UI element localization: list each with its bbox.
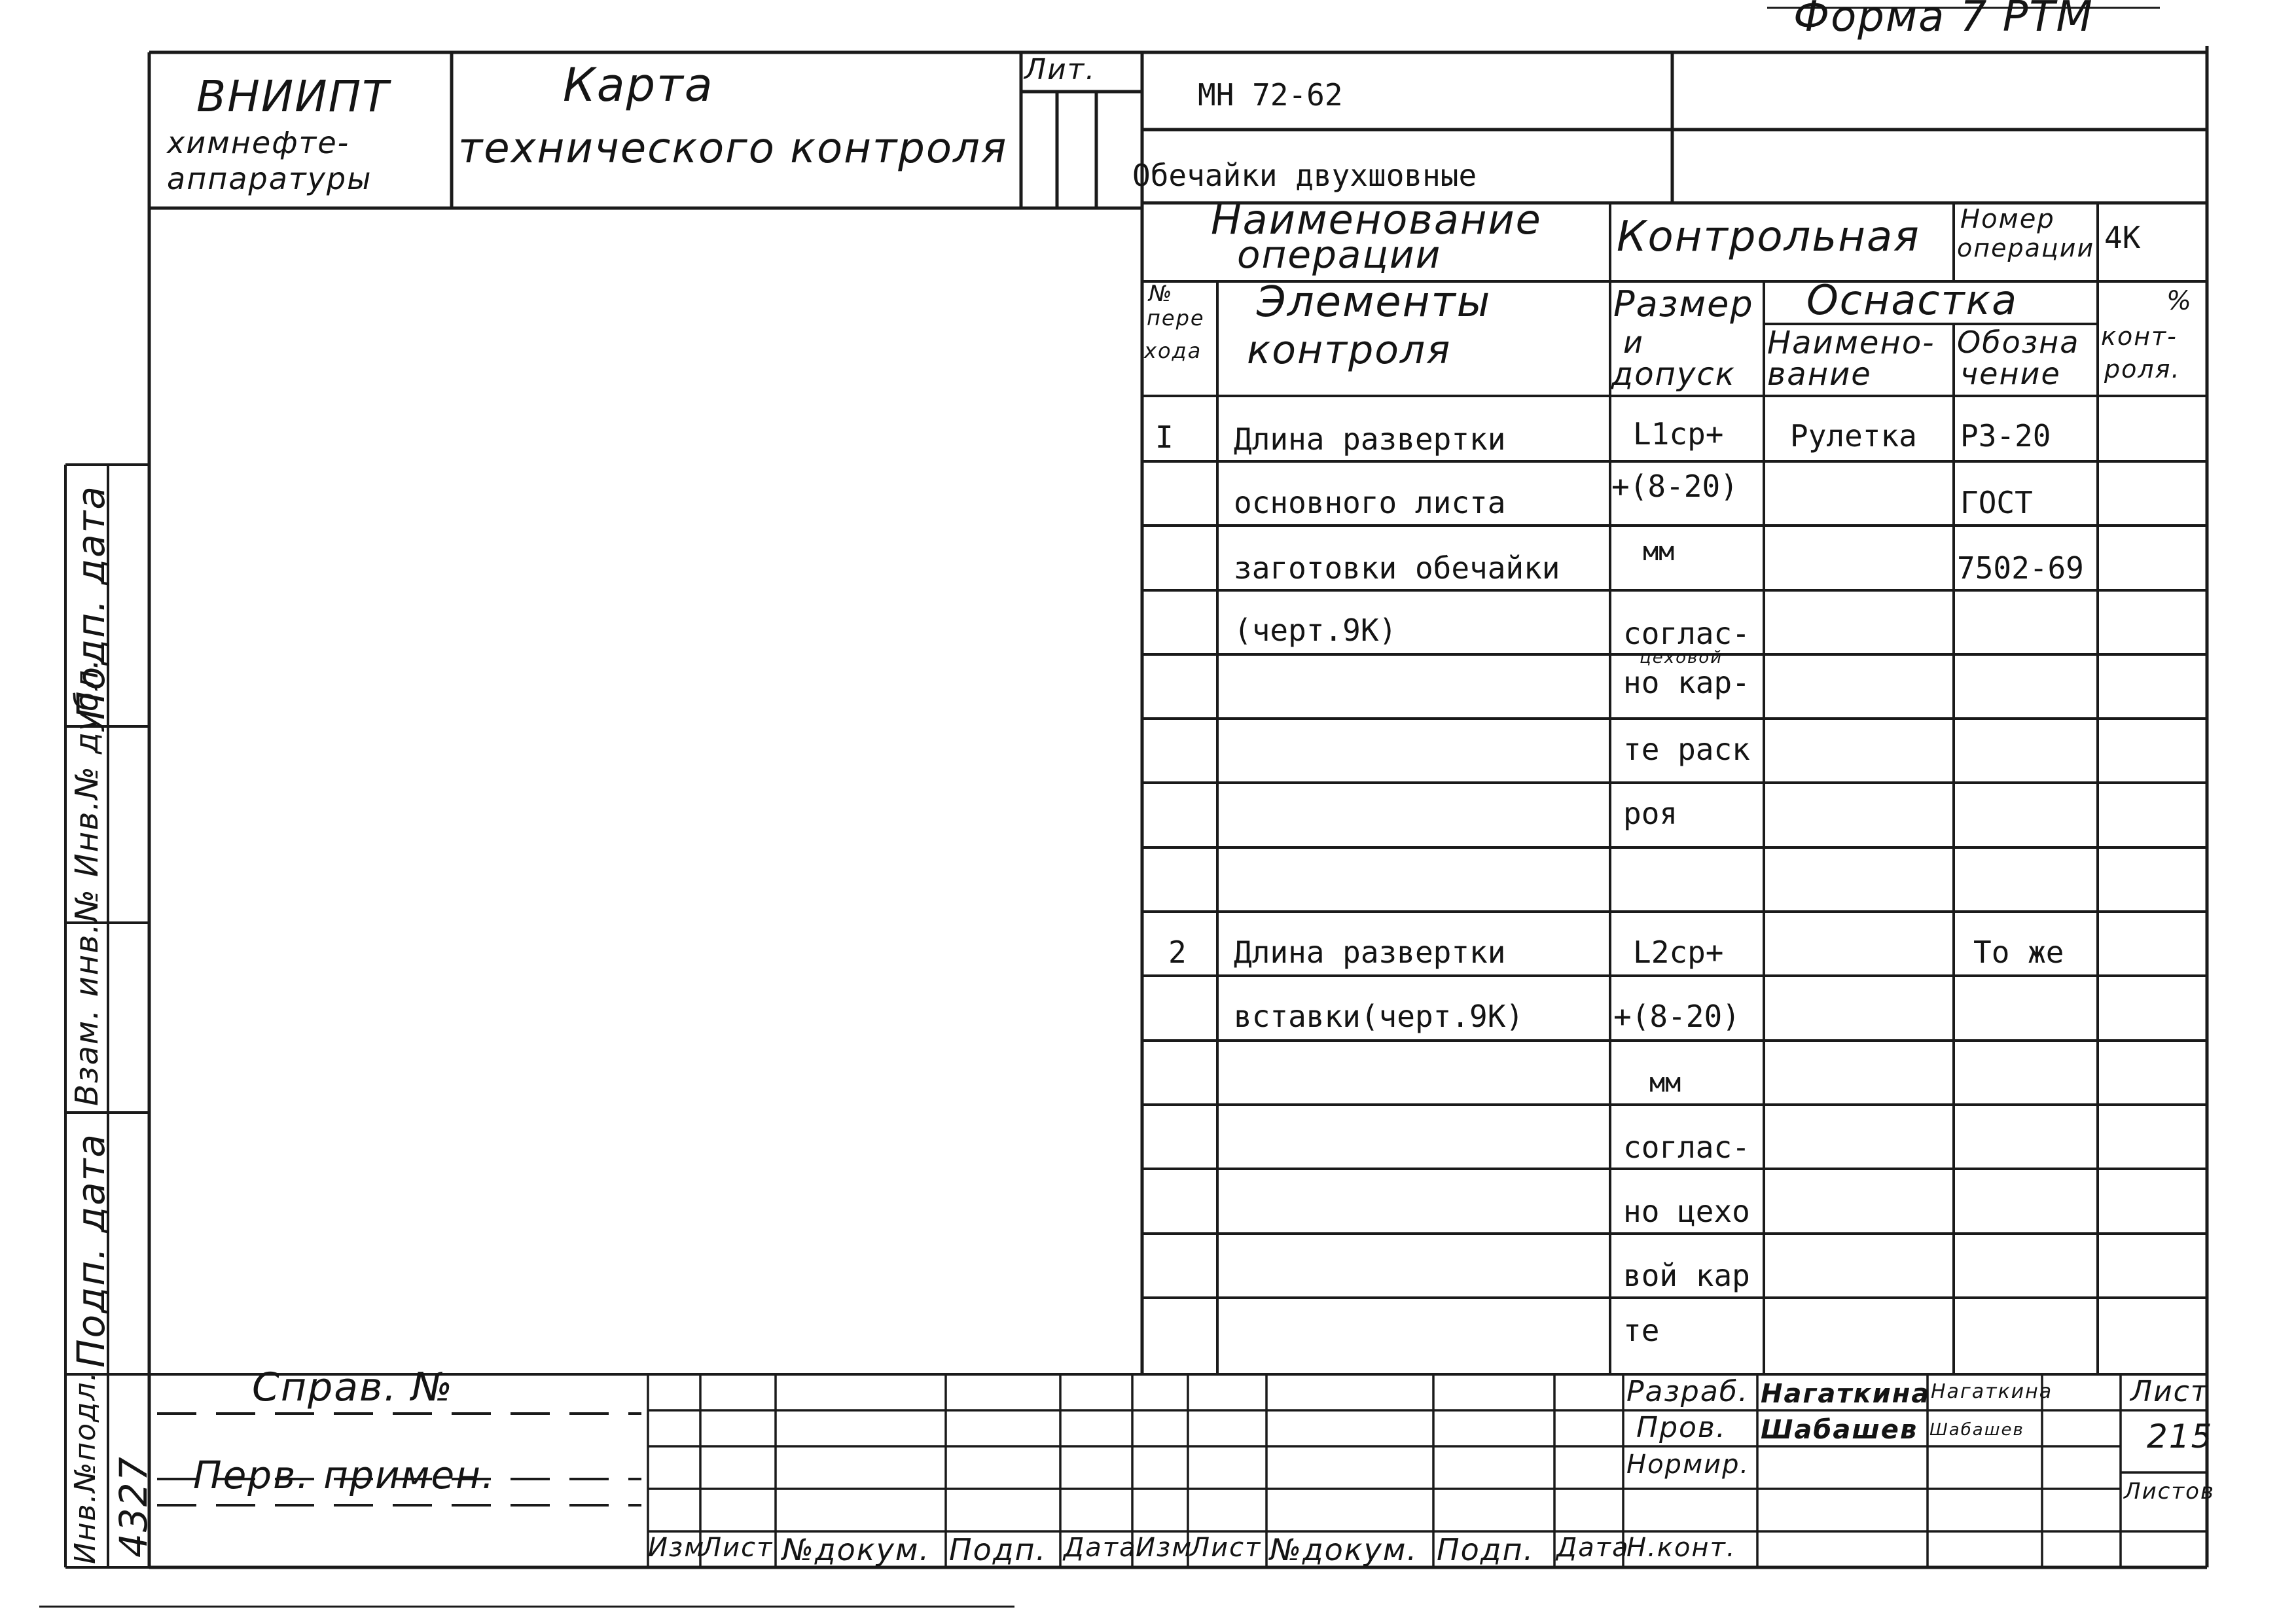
row-element: Длина развертки: [1234, 421, 1506, 457]
col-step-header: пере: [1147, 306, 1205, 330]
operation-number-value: 4К: [2104, 220, 2141, 255]
checker-signature: Шабашев: [1929, 1420, 2024, 1440]
role-checker: Пров.: [1636, 1411, 1727, 1444]
developer-signature: Нагаткина: [1931, 1380, 2053, 1403]
row-size: L2cp+: [1633, 935, 1724, 970]
row-size: роя: [1623, 796, 1678, 831]
document-code: МН 72-62: [1198, 77, 1343, 113]
col-equipment-code-header: Обозна: [1957, 325, 2080, 360]
footer-col-label: Дата: [1556, 1533, 1630, 1563]
row-code: То же: [1973, 935, 2064, 970]
footer-col-label: Лист: [1190, 1533, 1262, 1563]
footer-col-label: Подп.: [949, 1532, 1047, 1567]
operation-name-label: Наименование: [1211, 196, 1542, 243]
footer-col-label: Подп.: [1437, 1532, 1535, 1567]
footer-col-label: №докум.: [1270, 1532, 1418, 1567]
col-size-header: Размер: [1613, 283, 1754, 325]
col-equipment-header: Оснастка: [1806, 276, 2018, 324]
row-size: L1cp+: [1633, 416, 1724, 452]
side-stamp-sign-date: Подп. дата: [69, 485, 113, 720]
first-use-label: Перв. примен.: [193, 1453, 495, 1497]
col-equipment-code-header: чение: [1960, 356, 2061, 391]
org-name: ВНИИПТ: [196, 71, 390, 122]
form-label: Форма 7 РТМ: [1793, 0, 2094, 41]
org-subtitle: аппаратуры: [167, 161, 372, 196]
col-equipment-name-header: вание: [1767, 356, 1872, 393]
sheet-number: 215: [2147, 1418, 2214, 1455]
side-stamp-original-inventory: Инв.№подл.: [69, 1370, 102, 1564]
operation-name-label: операции: [1237, 232, 1442, 277]
lit-label: Лит.: [1024, 53, 1096, 86]
reference-label: Справ. №: [252, 1364, 454, 1410]
row-tool: Рулетка: [1790, 418, 1917, 454]
document-title: Карта: [563, 58, 714, 112]
role-developer: Разраб.: [1626, 1375, 1749, 1408]
row-size: мм: [1643, 537, 1675, 567]
handwritten-note: цеховой: [1640, 648, 1723, 668]
row-size: соглас-: [1623, 616, 1750, 651]
checker-name: Шабашев: [1761, 1415, 1918, 1445]
side-stamp-inventory-replace: Взам. инв.№ Инв.№ дубл.: [69, 657, 105, 1106]
col-percent-header: роля.: [2104, 355, 2181, 383]
col-equipment-name-header: Наимено-: [1767, 325, 1935, 361]
operation-number-label: Номер: [1960, 204, 2055, 234]
col-elements-header: контроля: [1247, 327, 1452, 373]
row-code: РЗ-20: [1960, 418, 2051, 454]
footer-col-label: Лист: [702, 1533, 774, 1563]
row-size: те: [1623, 1313, 1660, 1348]
row-code: ГОСТ: [1960, 485, 2033, 520]
row-element: (черт.9К): [1234, 613, 1397, 648]
col-percent-header: %: [2166, 286, 2193, 316]
sheet-label: Лист: [2130, 1375, 2209, 1408]
row-size: те раск: [1623, 732, 1750, 767]
row-step: I: [1155, 419, 1174, 455]
col-step-header: №: [1149, 281, 1174, 307]
document-title: технического контроля: [458, 124, 1008, 173]
part-name: Обечайки двухшовные: [1132, 158, 1477, 193]
role-standards-control: Н.конт.: [1626, 1533, 1736, 1563]
col-percent-header: конт-: [2101, 322, 2178, 351]
row-size: соглас-: [1623, 1130, 1750, 1165]
side-stamp-sign-date: Подп. дата: [69, 1133, 113, 1368]
developer-name: Нагаткина: [1761, 1379, 1931, 1409]
row-size: но кар-: [1623, 665, 1750, 700]
col-step-header: хода: [1144, 338, 1202, 363]
row-size: +(8-20): [1611, 469, 1738, 504]
row-size: но цехо: [1623, 1194, 1750, 1229]
footer-col-label: №докум.: [782, 1532, 931, 1567]
org-subtitle: химнефте-: [167, 125, 350, 160]
footer-col-label: Дата: [1064, 1533, 1137, 1563]
footer-col-label: Изм: [1136, 1533, 1193, 1563]
col-elements-header: Элементы: [1257, 278, 1492, 327]
sheets-label: Листов: [2124, 1478, 2215, 1505]
col-size-header: допуск: [1611, 356, 1736, 393]
footer-col-label: Изм: [648, 1533, 706, 1563]
inventory-number: 4327: [111, 1455, 156, 1558]
operation-name-value: Контрольная: [1617, 213, 1920, 261]
row-element: заготовки обечайки: [1234, 550, 1560, 586]
row-size: +(8-20): [1613, 999, 1740, 1034]
col-size-header: и: [1623, 325, 1644, 360]
row-element: вставки(черт.9К): [1234, 999, 1524, 1034]
row-code: 7502-69: [1957, 550, 2084, 586]
role-norm-control: Нормир.: [1626, 1450, 1750, 1480]
row-element: основного листа: [1234, 485, 1506, 520]
row-size: вой кар: [1623, 1258, 1750, 1293]
row-element: Длина развертки: [1234, 935, 1506, 970]
row-size: мм: [1649, 1068, 1681, 1098]
row-step: 2: [1168, 935, 1187, 970]
operation-number-label: операции: [1957, 234, 2095, 262]
